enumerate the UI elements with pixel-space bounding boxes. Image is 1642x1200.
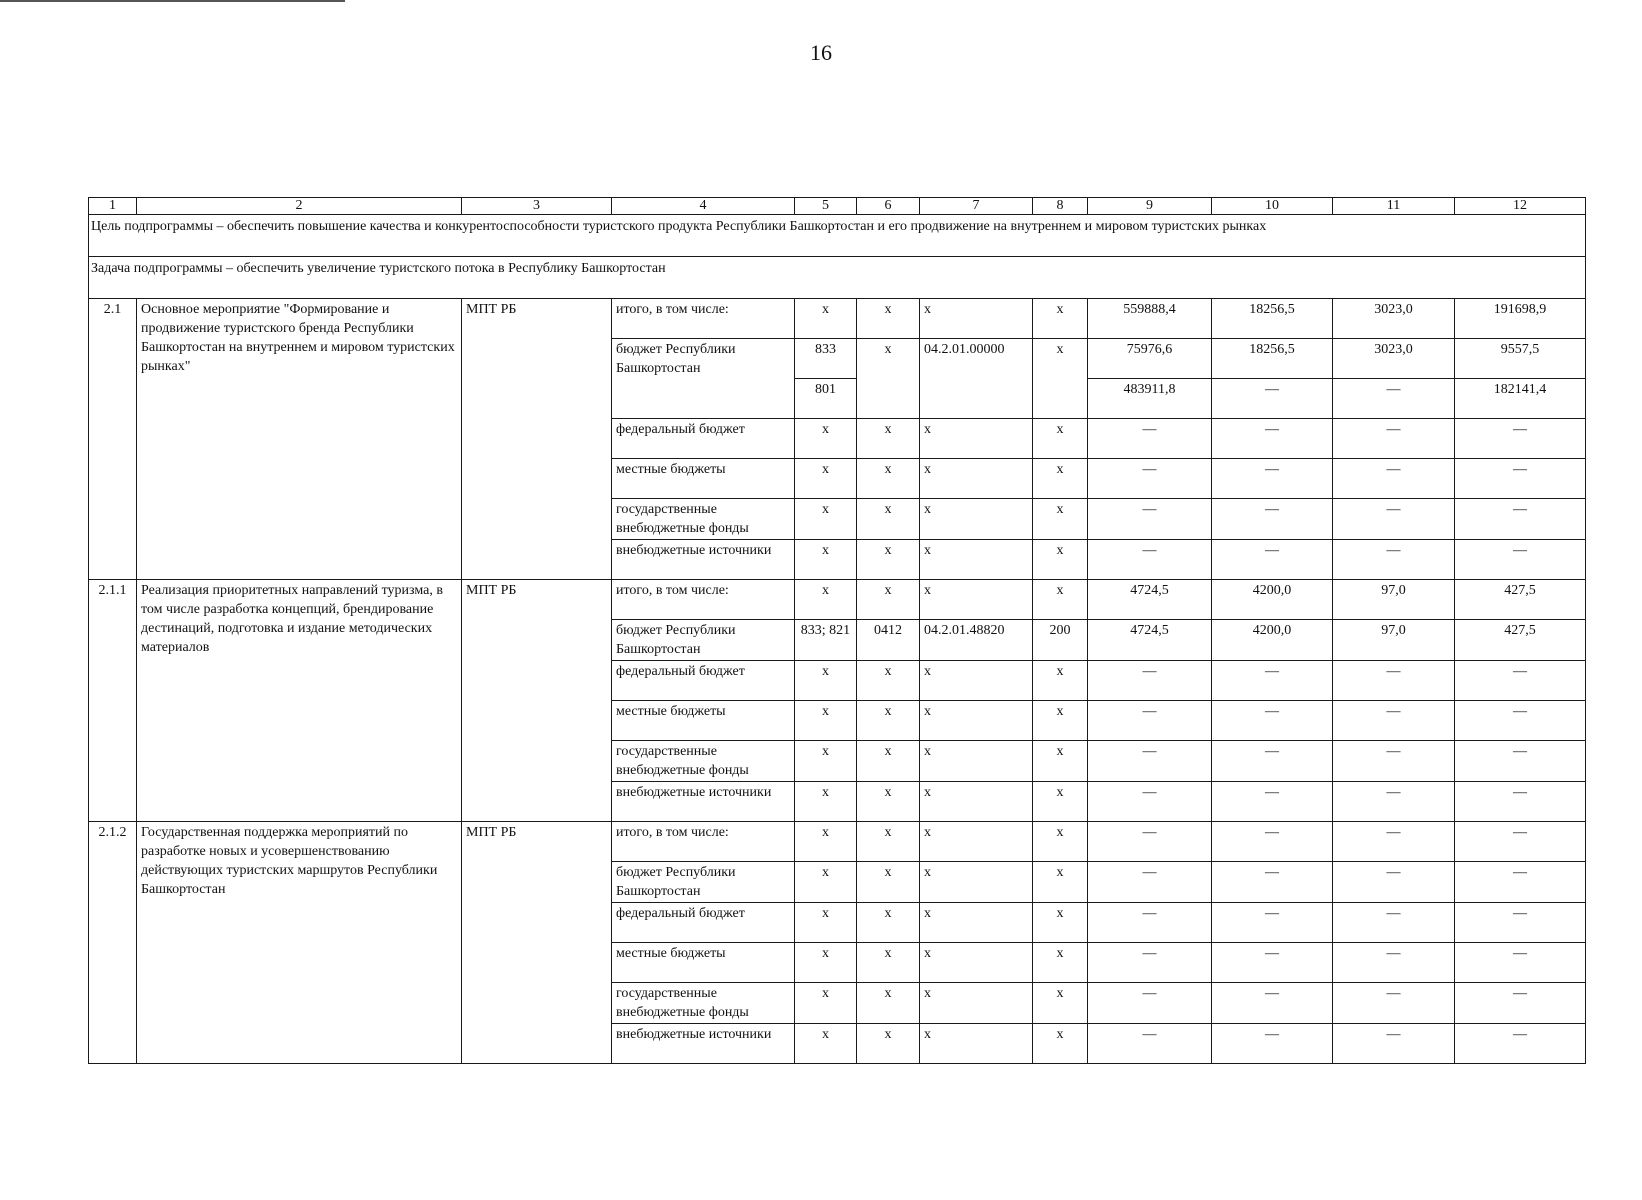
- section-code: х: [857, 499, 920, 540]
- year-3-value: 427,5: [1455, 620, 1586, 661]
- funding-source: федеральный бюджет: [612, 903, 795, 943]
- expense-type-code: х: [1033, 1024, 1088, 1064]
- section-code: х: [857, 782, 920, 822]
- year-3-value: —: [1455, 701, 1586, 741]
- year-1-value: —: [1212, 499, 1333, 540]
- target-article-code: х: [920, 540, 1033, 580]
- expense-type-code: х: [1033, 903, 1088, 943]
- task-text: Задача подпрограммы – обеспечить увеличение туристского потока в Республику Башкортостан: [89, 257, 1586, 299]
- funding-source: местные бюджеты: [612, 459, 795, 499]
- target-article-code: х: [920, 983, 1033, 1024]
- kgrbs-code: х: [795, 701, 857, 741]
- target-article-code: х: [920, 1024, 1033, 1064]
- expense-type-code: х: [1033, 822, 1088, 862]
- year-1-value: —: [1212, 782, 1333, 822]
- task-row: [89, 257, 1586, 299]
- year-1-value: —: [1212, 540, 1333, 580]
- total-value: —: [1088, 1024, 1212, 1064]
- table-row: [89, 580, 1586, 620]
- section-code: 0412: [857, 620, 920, 661]
- target-article-code: х: [920, 943, 1033, 983]
- expense-type-code: х: [1033, 299, 1088, 339]
- target-article-code: х: [920, 862, 1033, 903]
- kgrbs-code: х: [795, 540, 857, 580]
- year-1-value: 18256,5: [1212, 339, 1333, 379]
- activity-executor: МПТ РБ: [462, 299, 612, 580]
- year-1-value: —: [1212, 862, 1333, 903]
- year-3-value: 191698,9: [1455, 299, 1586, 339]
- year-2-value: —: [1333, 741, 1455, 782]
- expense-type-code: х: [1033, 701, 1088, 741]
- budget-table: [88, 197, 1586, 1064]
- funding-source: федеральный бюджет: [612, 661, 795, 701]
- funding-source: итого, в том числе:: [612, 822, 795, 862]
- year-2-value: —: [1333, 540, 1455, 580]
- expense-type-code: х: [1033, 540, 1088, 580]
- year-2-value: 3023,0: [1333, 339, 1455, 379]
- total-value: —: [1088, 661, 1212, 701]
- table-row: [89, 822, 1586, 862]
- section-code: х: [857, 540, 920, 580]
- expense-type-code: х: [1033, 419, 1088, 459]
- year-1-value: —: [1212, 1024, 1333, 1064]
- year-2-value: 3023,0: [1333, 299, 1455, 339]
- year-1-value: —: [1212, 741, 1333, 782]
- total-value: —: [1088, 903, 1212, 943]
- kgrbs-code: х: [795, 741, 857, 782]
- year-1-value: —: [1212, 983, 1333, 1024]
- funding-source: внебюджетные источники: [612, 1024, 795, 1064]
- year-2-value: —: [1333, 983, 1455, 1024]
- expense-type-code: х: [1033, 943, 1088, 983]
- year-1-value: —: [1212, 419, 1333, 459]
- kgrbs-code: х: [795, 782, 857, 822]
- section-code: х: [857, 862, 920, 903]
- activity-number: 2.1.2: [89, 822, 137, 1064]
- total-value: —: [1088, 862, 1212, 903]
- year-1-value: —: [1212, 822, 1333, 862]
- kgrbs-code: х: [795, 661, 857, 701]
- expense-type-code: х: [1033, 862, 1088, 903]
- column-number: 8: [1033, 198, 1088, 215]
- activity-name: Основное мероприятие "Формирование и продвижение туристского бренда Республики Башкортостан на внутреннем и мировом туристских рынках": [137, 299, 462, 580]
- year-3-value: —: [1455, 540, 1586, 580]
- section-code: х: [857, 661, 920, 701]
- total-value: —: [1088, 822, 1212, 862]
- funding-source: бюджет Республики Башкортостан: [612, 862, 795, 903]
- section-code: х: [857, 822, 920, 862]
- total-value: 559888,4: [1088, 299, 1212, 339]
- year-2-value: —: [1333, 822, 1455, 862]
- section-code: х: [857, 983, 920, 1024]
- year-1-value: —: [1212, 943, 1333, 983]
- target-article-code: х: [920, 741, 1033, 782]
- funding-source: государственные внебюджетные фонды: [612, 499, 795, 540]
- kgrbs-code: х: [795, 299, 857, 339]
- column-number: 5: [795, 198, 857, 215]
- year-1-value: —: [1212, 379, 1333, 419]
- activity-executor: МПТ РБ: [462, 822, 612, 1064]
- funding-source: государственные внебюджетные фонды: [612, 983, 795, 1024]
- column-number: 2: [137, 198, 462, 215]
- target-article-code: х: [920, 419, 1033, 459]
- year-2-value: 97,0: [1333, 580, 1455, 620]
- year-2-value: —: [1333, 459, 1455, 499]
- column-number: 1: [89, 198, 137, 215]
- column-number-row: [89, 198, 1586, 215]
- target-article-code: х: [920, 701, 1033, 741]
- activity-number: 2.1.1: [89, 580, 137, 822]
- goal-text: Цель подпрограммы – обеспечить повышение качества и конкурентоспособности туристского продукта Республики Башкортостан и его продвижение на внутреннем и мировом туристских рынках: [89, 215, 1586, 257]
- kgrbs-code: х: [795, 580, 857, 620]
- column-number: 12: [1455, 198, 1586, 215]
- kgrbs-code: х: [795, 419, 857, 459]
- kgrbs-code: х: [795, 822, 857, 862]
- year-3-value: —: [1455, 983, 1586, 1024]
- total-value: —: [1088, 540, 1212, 580]
- target-article-code: х: [920, 459, 1033, 499]
- top-rule: [0, 0, 345, 2]
- column-number: 3: [462, 198, 612, 215]
- kgrbs-code: х: [795, 499, 857, 540]
- expense-type-code: х: [1033, 741, 1088, 782]
- total-value: —: [1088, 943, 1212, 983]
- year-3-value: 182141,4: [1455, 379, 1586, 419]
- year-1-value: —: [1212, 701, 1333, 741]
- column-number: 10: [1212, 198, 1333, 215]
- total-value: 4724,5: [1088, 580, 1212, 620]
- column-number: 11: [1333, 198, 1455, 215]
- total-value: —: [1088, 701, 1212, 741]
- total-value: —: [1088, 499, 1212, 540]
- year-2-value: —: [1333, 782, 1455, 822]
- expense-type-code: х: [1033, 661, 1088, 701]
- total-value: —: [1088, 741, 1212, 782]
- year-2-value: —: [1333, 661, 1455, 701]
- total-value: —: [1088, 419, 1212, 459]
- kgrbs-code: 801: [795, 379, 857, 419]
- year-2-value: 97,0: [1333, 620, 1455, 661]
- section-code: х: [857, 903, 920, 943]
- section-code: х: [857, 701, 920, 741]
- total-value: —: [1088, 983, 1212, 1024]
- target-article-code: х: [920, 822, 1033, 862]
- section-code: х: [857, 339, 920, 419]
- year-1-value: —: [1212, 459, 1333, 499]
- column-number: 9: [1088, 198, 1212, 215]
- expense-type-code: 200: [1033, 620, 1088, 661]
- activity-executor: МПТ РБ: [462, 580, 612, 822]
- year-1-value: 18256,5: [1212, 299, 1333, 339]
- funding-source: местные бюджеты: [612, 943, 795, 983]
- year-3-value: 9557,5: [1455, 339, 1586, 379]
- funding-source: федеральный бюджет: [612, 419, 795, 459]
- section-code: х: [857, 1024, 920, 1064]
- year-2-value: —: [1333, 903, 1455, 943]
- funding-source: бюджет Республики Башкортостан: [612, 339, 795, 419]
- total-value: —: [1088, 459, 1212, 499]
- target-article-code: х: [920, 499, 1033, 540]
- year-1-value: 4200,0: [1212, 620, 1333, 661]
- year-3-value: —: [1455, 1024, 1586, 1064]
- section-code: х: [857, 741, 920, 782]
- target-article-code: 04.2.01.48820: [920, 620, 1033, 661]
- activity-number: 2.1: [89, 299, 137, 580]
- year-3-value: —: [1455, 459, 1586, 499]
- section-code: х: [857, 580, 920, 620]
- year-2-value: —: [1333, 1024, 1455, 1064]
- target-article-code: х: [920, 580, 1033, 620]
- funding-source: внебюджетные источники: [612, 540, 795, 580]
- expense-type-code: х: [1033, 983, 1088, 1024]
- activity-name: Реализация приоритетных направлений туризма, в том числе разработка концепций, брендирование дестинаций, подготовка и издание методических материалов: [137, 580, 462, 822]
- year-3-value: 427,5: [1455, 580, 1586, 620]
- year-2-value: —: [1333, 701, 1455, 741]
- year-2-value: —: [1333, 499, 1455, 540]
- year-3-value: —: [1455, 943, 1586, 983]
- year-1-value: —: [1212, 661, 1333, 701]
- expense-type-code: х: [1033, 499, 1088, 540]
- column-number: 6: [857, 198, 920, 215]
- expense-type-code: х: [1033, 580, 1088, 620]
- table-row: [89, 299, 1586, 339]
- total-value: 75976,6: [1088, 339, 1212, 379]
- total-value: —: [1088, 782, 1212, 822]
- column-number: 7: [920, 198, 1033, 215]
- year-2-value: —: [1333, 943, 1455, 983]
- year-3-value: —: [1455, 782, 1586, 822]
- year-2-value: —: [1333, 862, 1455, 903]
- section-code: х: [857, 459, 920, 499]
- target-article-code: х: [920, 782, 1033, 822]
- funding-source: итого, в том числе:: [612, 580, 795, 620]
- page-number: 16: [810, 40, 832, 65]
- section-code: х: [857, 299, 920, 339]
- target-article-code: 04.2.01.00000: [920, 339, 1033, 419]
- table-body: [89, 198, 1586, 1064]
- kgrbs-code: х: [795, 903, 857, 943]
- kgrbs-code: х: [795, 1024, 857, 1064]
- year-1-value: 4200,0: [1212, 580, 1333, 620]
- total-value: 4724,5: [1088, 620, 1212, 661]
- funding-source: местные бюджеты: [612, 701, 795, 741]
- year-2-value: —: [1333, 419, 1455, 459]
- funding-source: внебюджетные источники: [612, 782, 795, 822]
- goal-row: [89, 215, 1586, 257]
- year-3-value: —: [1455, 741, 1586, 782]
- expense-type-code: х: [1033, 339, 1088, 419]
- year-3-value: —: [1455, 862, 1586, 903]
- funding-source: бюджет Республики Башкортостан: [612, 620, 795, 661]
- expense-type-code: х: [1033, 782, 1088, 822]
- kgrbs-code: 833; 821: [795, 620, 857, 661]
- target-article-code: х: [920, 903, 1033, 943]
- year-2-value: —: [1333, 379, 1455, 419]
- target-article-code: х: [920, 661, 1033, 701]
- year-3-value: —: [1455, 499, 1586, 540]
- funding-source: государственные внебюджетные фонды: [612, 741, 795, 782]
- target-article-code: х: [920, 299, 1033, 339]
- year-3-value: —: [1455, 419, 1586, 459]
- funding-source: итого, в том числе:: [612, 299, 795, 339]
- year-3-value: —: [1455, 822, 1586, 862]
- kgrbs-code: х: [795, 943, 857, 983]
- expense-type-code: х: [1033, 459, 1088, 499]
- total-value: 483911,8: [1088, 379, 1212, 419]
- section-code: х: [857, 419, 920, 459]
- activity-name: Государственная поддержка мероприятий по разработке новых и усовершенствованию действующих туристских маршрутов Республики Башкортостан: [137, 822, 462, 1064]
- kgrbs-code: х: [795, 862, 857, 903]
- kgrbs-code: 833: [795, 339, 857, 379]
- kgrbs-code: х: [795, 983, 857, 1024]
- kgrbs-code: х: [795, 459, 857, 499]
- section-code: х: [857, 943, 920, 983]
- year-3-value: —: [1455, 661, 1586, 701]
- year-1-value: —: [1212, 903, 1333, 943]
- year-3-value: —: [1455, 903, 1586, 943]
- column-number: 4: [612, 198, 795, 215]
